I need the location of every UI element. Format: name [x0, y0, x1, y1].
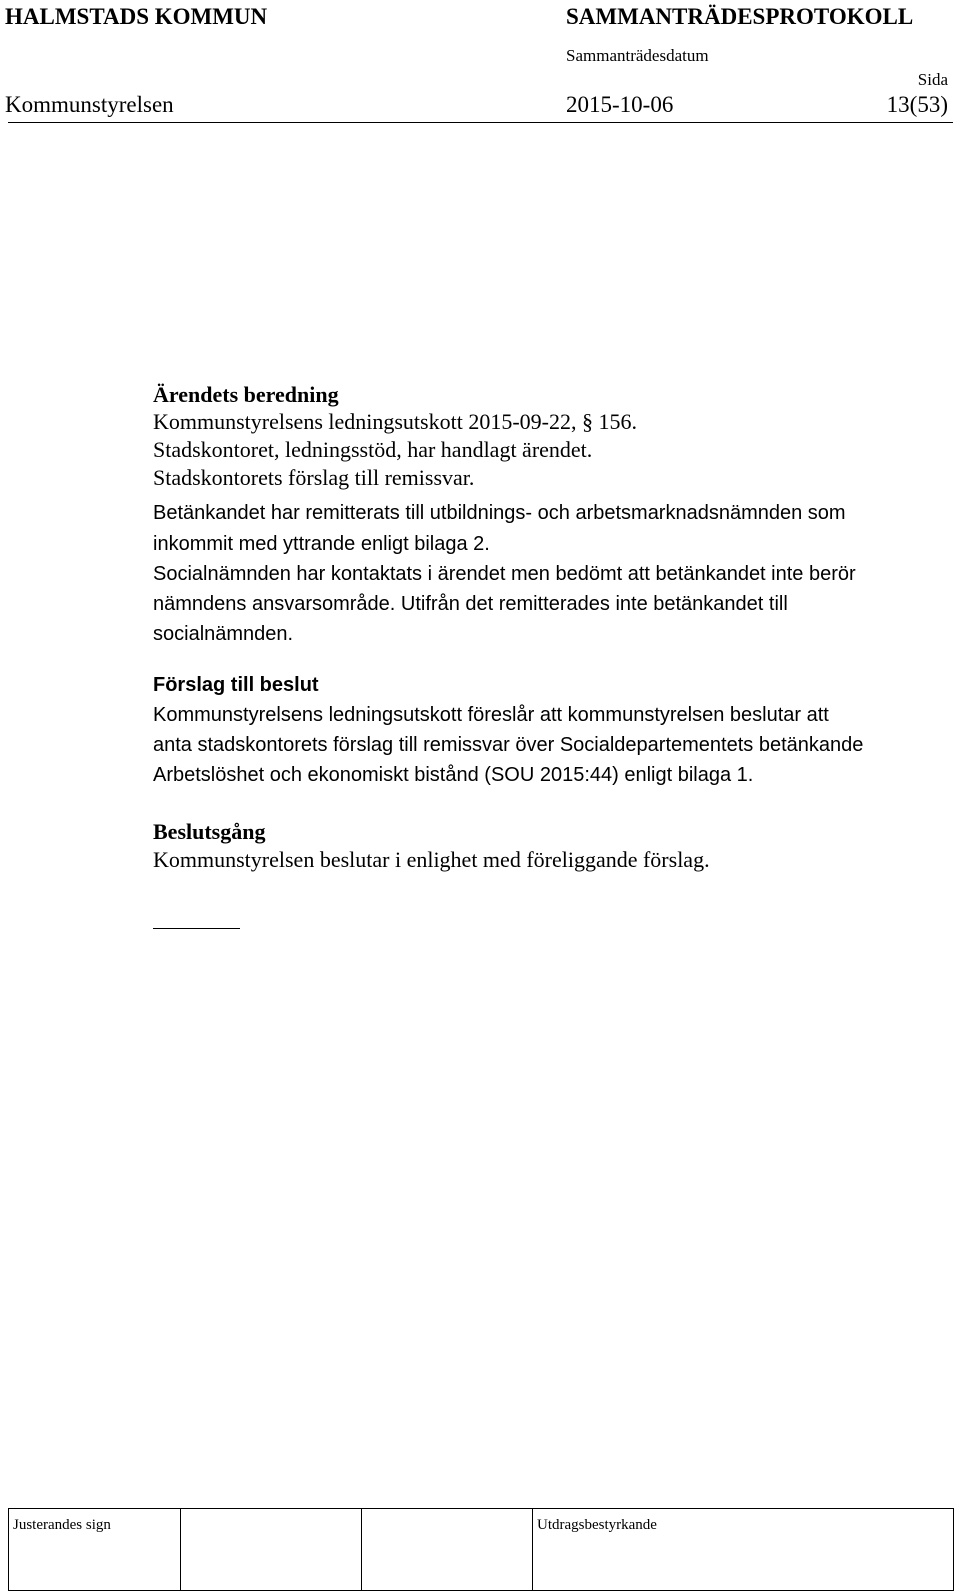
section-heading-beslutsgang: Beslutsgång: [153, 819, 266, 844]
beslutsgang-line: Kommunstyrelsen beslutar i enlighet med föreliggande förslag.: [153, 847, 710, 872]
beredning-sans-line: inkommit med yttrande enligt bilaga 2.: [153, 533, 490, 555]
beredning-sans-line: Betänkandet har remitterats till utbildnings- och arbetsmarknadsnämnden som: [153, 502, 846, 524]
beredning-line: Stadskontorets förslag till remissvar.: [153, 465, 475, 490]
justerandes-sign-label: Justerandes sign: [13, 1517, 111, 1533]
section-heading-forslag: Förslag till beslut: [153, 674, 319, 696]
beredning-line: Stadskontoret, ledningsstöd, har handlagt ärendet.: [153, 437, 593, 462]
org-name: HALMSTADS KOMMUN: [5, 4, 268, 29]
page-label: Sida: [917, 70, 948, 89]
signature-cell-divider: [361, 1509, 362, 1590]
signature-table: [8, 1508, 954, 1591]
beredning-sans-line: nämndens ansvarsområde. Utifrån det remitterades inte betänkandet till: [153, 593, 788, 615]
meeting-date: 2015-10-06: [566, 92, 674, 117]
signature-cell-divider: [180, 1509, 181, 1590]
header-divider: [8, 122, 953, 123]
document-type: SAMMANTRÄDESPROTOKOLL: [566, 4, 914, 29]
footnote-separator: [153, 928, 240, 929]
committee-name: Kommunstyrelsen: [5, 92, 174, 117]
signature-cell-divider: [532, 1509, 533, 1590]
page-number: 13(53): [886, 92, 948, 117]
section-heading-beredning: Ärendets beredning: [153, 382, 339, 407]
forslag-line: Arbetslöshet och ekonomiskt bistånd (SOU 2015:44) enligt bilaga 1.: [153, 764, 754, 786]
utdragsbestyrkande-label: Utdragsbestyrkande: [537, 1517, 657, 1533]
beredning-sans-line: socialnämnden.: [153, 623, 294, 645]
beredning-line: Kommunstyrelsens ledningsutskott 2015-09-22, § 156.: [153, 409, 637, 434]
date-label: Sammanträdesdatum: [566, 46, 709, 65]
beredning-sans-line: Socialnämnden har kontaktats i ärendet men bedömt att betänkandet inte berör: [153, 563, 856, 585]
forslag-line: anta stadskontorets förslag till remissvar över Socialdepartementets betänkande: [153, 734, 864, 756]
forslag-line: Kommunstyrelsens ledningsutskott föreslår att kommunstyrelsen beslutar att: [153, 704, 829, 726]
